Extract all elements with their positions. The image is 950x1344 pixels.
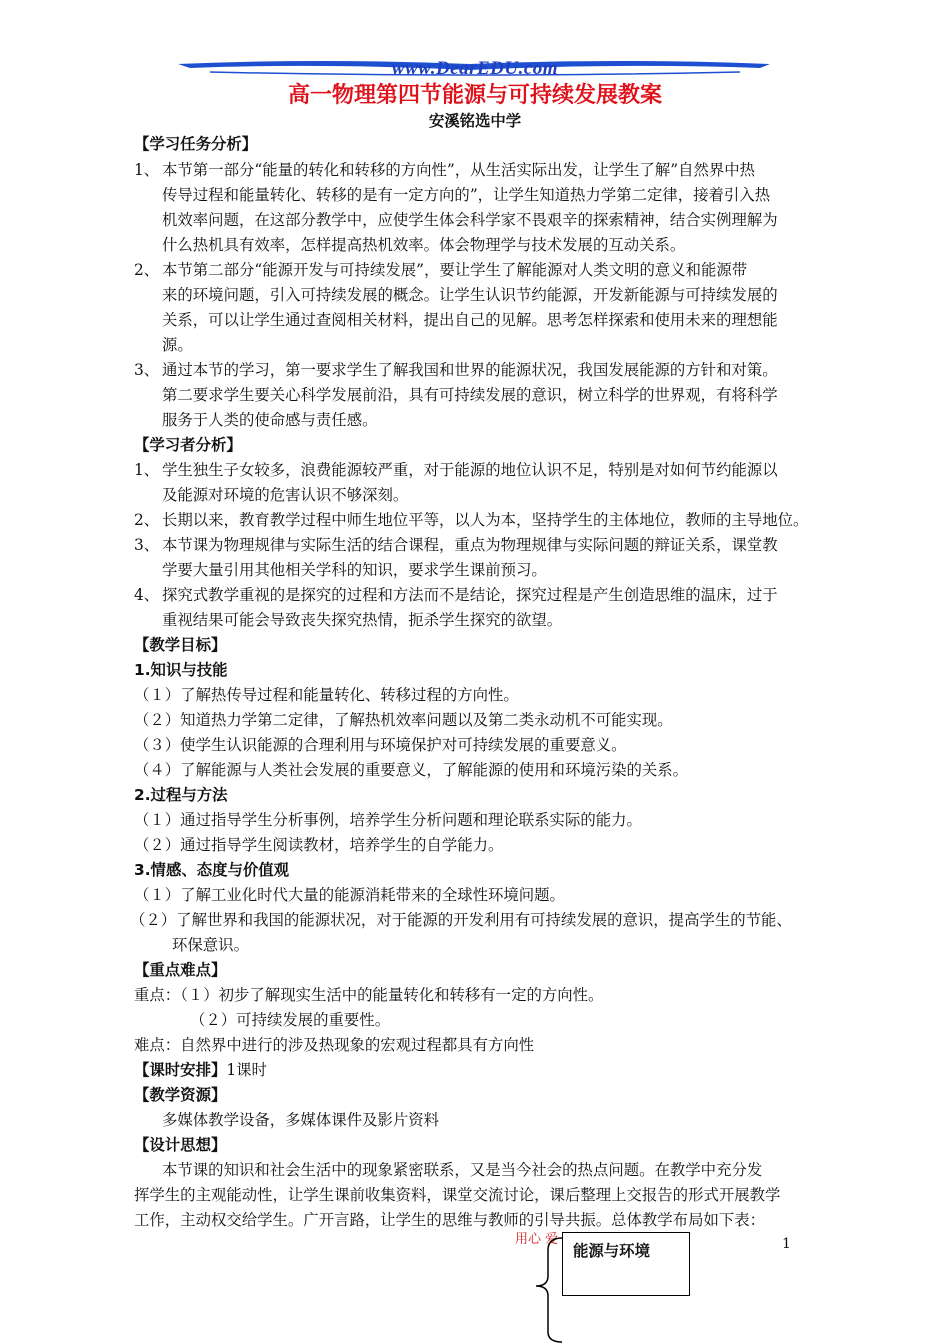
design-text: 挥学生的主观能动性，让学生课前收集资料，课堂交流讨论，课后整理上交报告的形式开展教学 xyxy=(134,1186,781,1204)
task-item-text: 本节第一部分“能量的转化和转移的方向性”，从生活实际出发，让学生了解”自然界中热 xyxy=(162,161,756,179)
task-item-number: 2、 xyxy=(134,261,160,279)
learner-item-number: 4、 xyxy=(134,586,160,604)
key-point-line: （２）可持续发展的重要性。 xyxy=(190,1011,391,1029)
goal-item: （３）使学生认识能源的合理利用与环境保护对可持续发展的重要意义。 xyxy=(134,736,627,754)
schedule-value: 1课时 xyxy=(226,1061,267,1079)
page-title: 高一物理第四节能源与可持续发展教案 xyxy=(287,83,662,108)
task-item-text: 第二要求学生要关心科学发展前沿，具有可持续发展的意识，树立科学的世界观，有将科学 xyxy=(162,386,778,404)
learner-item-text: 探究式教学重视的是探究的过程和方法而不是结论，探究过程是产生创造思维的温床，过于 xyxy=(162,586,778,604)
learner-analysis-heading: 【学习者分析】 xyxy=(134,436,242,454)
task-item-text: 服务于人类的使命感与责任感。 xyxy=(162,411,378,429)
learner-item-text: 长期以来，教育教学过程中师生地位平等，以人为本，坚持学生的主体地位，教师的主导地位。 xyxy=(162,511,809,529)
task-item-text: 关系，可以让学生通过查阅相关材料，提出自己的见解。思考怎样探索和使用未来的理想能 xyxy=(162,311,778,329)
task-item-text: 机效率问题，在这部分教学中，应使学生体会科学家不畏艰辛的探索精神，结合实例理解为 xyxy=(162,211,778,229)
learner-item-number: 2、 xyxy=(134,511,160,529)
goal-item: （２）知道热力学第二定律，了解热机效率问题以及第二类永动机不可能实现。 xyxy=(134,711,673,729)
site-url[interactable]: www.DearEDU.com xyxy=(391,58,559,79)
page-number: 1 xyxy=(782,1236,791,1252)
design-text: 本节课的知识和社会生活中的现象紧密联系，又是当今社会的热点问题。在教学中充分发 xyxy=(162,1161,763,1179)
design-heading: 【设计思想】 xyxy=(134,1136,227,1154)
learner-item-text: 及能源对环境的危害认识不够深刻。 xyxy=(162,486,409,504)
learner-item-text: 本节课为物理规律与实际生活的结合课程，重点为物理规律与实际问题的辩证关系，课堂教 xyxy=(162,536,778,554)
task-analysis-heading: 【学习任务分析】 xyxy=(134,135,258,153)
goal-process-heading: 2.过程与方法 xyxy=(134,786,228,804)
goals-heading: 【教学目标】 xyxy=(134,636,227,654)
learner-item-text: 学要大量引用其他相关学科的知识，要求学生课前预习。 xyxy=(162,561,547,579)
goal-knowledge-heading: 1.知识与技能 xyxy=(134,661,228,679)
key-point-line: 重点：（１）初步了解现实生活中的能量转化和转移有一定的方向性。 xyxy=(134,986,604,1004)
goal-attitude-heading: 3.情感、态度与价值观 xyxy=(134,861,290,879)
difficult-point-line: 难点：自然界中进行的涉及热现象的宏观过程都具有方向性 xyxy=(134,1036,535,1054)
goal-item: （４）了解能源与人类社会发展的重要意义，了解能源的使用和环境污染的关系。 xyxy=(134,761,689,779)
schedule-heading: 【课时安排】 xyxy=(134,1061,227,1079)
learner-item-number: 3、 xyxy=(134,536,160,554)
resources-text: 多媒体教学设备，多媒体课件及影片资料 xyxy=(162,1111,440,1129)
schedule-row xyxy=(134,1060,267,1080)
learner-item-text: 重视结果可能会导致丧失探究热情，扼杀学生探究的欲望。 xyxy=(162,611,563,629)
task-item-text: 什么热机具有效率，怎样提高热机效率。体会物理学与技术发展的互动关系。 xyxy=(162,236,686,254)
design-text: 工作，主动权交给学生。广开言路，让学生的思维与教师的引导共振。总体教学布局如下表： xyxy=(134,1211,766,1229)
resources-heading: 【教学资源】 xyxy=(134,1086,227,1104)
goal-item: （２）了解世界和我国的能源状况，对于能源的开发利用有可持续发展的意识，提高学生的节能、 xyxy=(130,911,792,929)
goal-item: （２）通过指导学生阅读教材，培养学生的自学能力。 xyxy=(134,836,504,854)
school-name: 安溪铭选中学 xyxy=(428,112,522,130)
task-item-text: 来的环境问题，引入可持续发展的概念。让学生认识节约能源，开发新能源与可持续发展的 xyxy=(162,286,778,304)
task-item-text: 通过本节的学习，第一要求学生了解我国和世界的能源状况，我国发展能源的方针和对策。 xyxy=(162,361,778,379)
key-points-heading: 【重点难点】 xyxy=(134,961,227,979)
learner-item-text: 学生独生子女较多，浪费能源较严重，对于能源的地位认识不足，特别是对如何节约能源以 xyxy=(162,461,778,479)
goal-item: 环保意识。 xyxy=(172,936,249,954)
footer-text: 用心 爱 xyxy=(515,1232,559,1247)
diagram-box-energy-environment: 能源与环境 xyxy=(562,1232,690,1296)
task-item-number: 3、 xyxy=(134,361,160,379)
task-item-text: 传导过程和能量转化、转移的是有一定方向的”，让学生知道热力学第二定律，接着引入热 xyxy=(162,186,771,204)
goal-item: （１）了解工业化时代大量的能源消耗带来的全球性环境问题。 xyxy=(134,886,565,904)
task-item-text: 本节第二部分“能源开发与可持续发展”，要让学生了解能源对人类文明的意义和能源带 xyxy=(162,261,748,279)
goal-item: （１）了解热传导过程和能量转化、转移过程的方向性。 xyxy=(134,686,519,704)
learner-item-number: 1、 xyxy=(134,461,160,479)
goal-item: （１）通过指导学生分析事例，培养学生分析问题和理论联系实际的能力。 xyxy=(134,811,642,829)
brace-connector-graphic xyxy=(530,1236,566,1344)
task-item-text: 源。 xyxy=(162,336,193,354)
task-item-number: 1、 xyxy=(134,161,160,179)
